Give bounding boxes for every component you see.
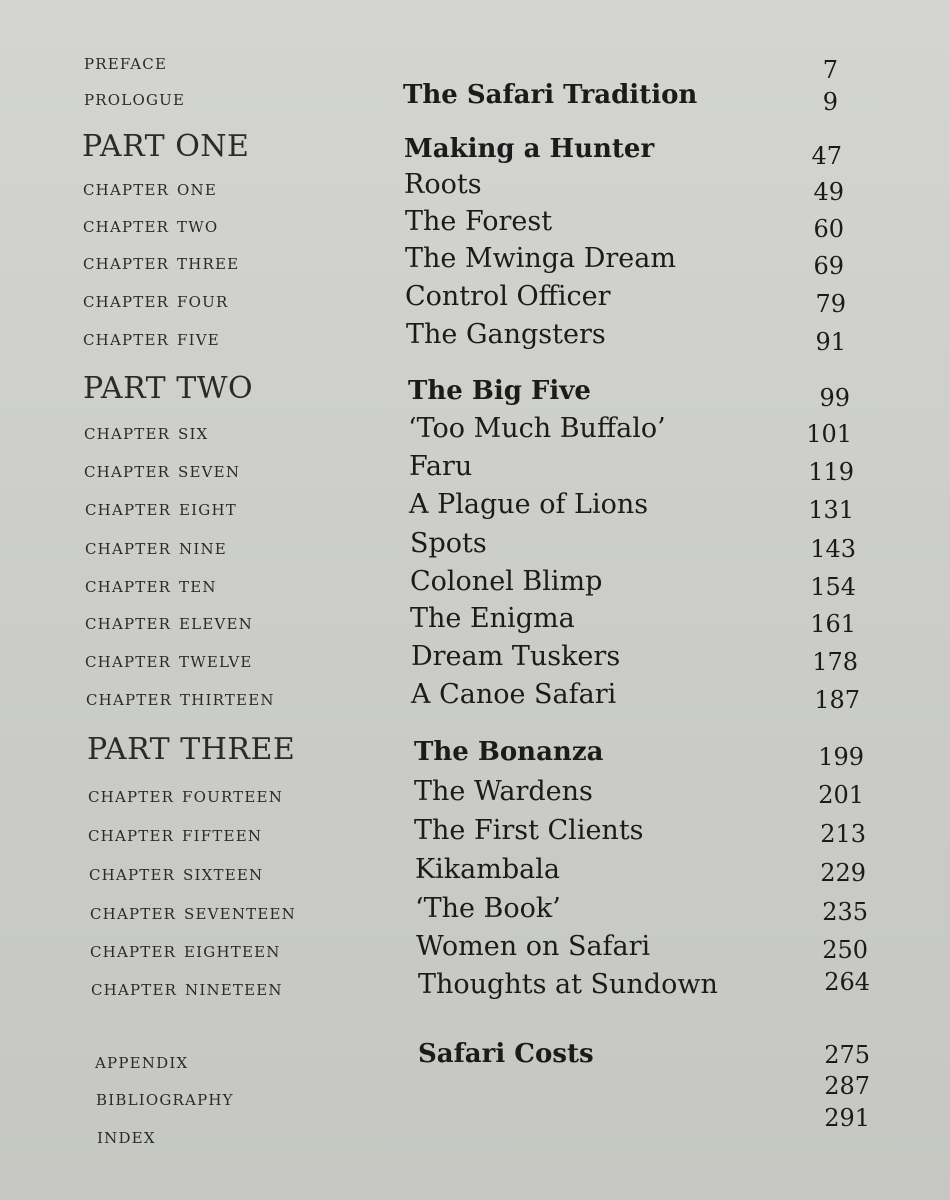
toc-entry-appendix (0, 1025, 950, 1073)
entry-page-number: 187 (814, 686, 860, 714)
entry-label: chapter sixteen (89, 861, 264, 885)
entry-page-number: 119 (808, 458, 854, 486)
entry-page-number: 9 (822, 88, 838, 116)
entry-label: bibliography (96, 1086, 234, 1110)
entry-page-number: 79 (815, 290, 846, 318)
entry-page-number: 250 (822, 936, 868, 964)
entry-page-number: 101 (806, 420, 852, 448)
entry-page-number: 99 (819, 384, 850, 412)
entry-title: The Forest (405, 206, 553, 237)
entry-label: chapter six (84, 420, 209, 444)
toc-entry-chapter-fourteen (0, 771, 950, 807)
entry-page-number: 49 (813, 178, 844, 206)
entry-page-number: 213 (820, 820, 866, 848)
entry-title: The Enigma (410, 603, 575, 634)
entry-title: Kikambala (415, 854, 560, 885)
entry-page-number: 264 (824, 968, 870, 996)
entry-title: Control Officer (405, 281, 611, 312)
entry-title: Faru (409, 451, 473, 482)
toc-entry-part-three (0, 731, 950, 771)
toc-entry-chapter-thirteen (0, 674, 950, 714)
entry-title: ‘Too Much Buffalo’ (408, 413, 666, 444)
entry-label: chapter fifteen (88, 822, 263, 846)
entry-label: prologue (84, 86, 186, 110)
toc-entry-chapter-three (0, 238, 950, 280)
entry-page-number: 229 (820, 859, 866, 887)
entry-page-number: 235 (822, 898, 868, 926)
part-title: Making a Hunter (404, 134, 655, 164)
entry-title: ‘The Book’ (415, 893, 561, 924)
entry-title: A Canoe Safari (411, 679, 617, 710)
entry-page-number: 69 (813, 252, 844, 280)
toc-entry-chapter-eighteen (0, 926, 950, 962)
entry-title: Dream Tuskers (411, 641, 621, 672)
entry-page-number: 143 (810, 535, 856, 563)
toc-entry-index (0, 1100, 950, 1148)
part-label: PART THREE (87, 732, 296, 767)
entry-page-number: 201 (818, 781, 864, 809)
entry-page-number: 291 (824, 1104, 870, 1132)
entry-label: chapter fourteen (88, 783, 284, 807)
toc-entry-chapter-seven (0, 446, 950, 486)
entry-title: Roots (404, 169, 482, 200)
entry-label: chapter seventeen (90, 900, 296, 924)
toc-entry-preface (0, 38, 950, 84)
entry-label: chapter seven (84, 458, 241, 482)
entry-label: appendix (95, 1049, 189, 1073)
entry-label: preface (84, 50, 168, 74)
toc-entry-chapter-nineteen (0, 964, 950, 1000)
entry-page-number: 287 (824, 1072, 870, 1100)
toc-entry-chapter-seventeen (0, 888, 950, 924)
toc-entry-chapter-five (0, 314, 950, 356)
entry-label: chapter thirteen (86, 686, 275, 710)
entry-page-number: 91 (815, 328, 846, 356)
entry-label: chapter nineteen (91, 976, 283, 1000)
part-title: The Bonanza (414, 737, 604, 767)
entry-title: Spots (410, 528, 487, 559)
entry-label: chapter eighteen (90, 938, 281, 962)
entry-page-number: 154 (810, 573, 856, 601)
entry-title: The Mwinga Dream (405, 243, 676, 274)
entry-title: Colonel Blimp (410, 566, 603, 597)
entry-label: chapter three (83, 250, 240, 274)
toc-entry-chapter-two (0, 201, 950, 243)
part-label: PART ONE (82, 129, 250, 164)
entry-title: The Wardens (414, 776, 593, 807)
toc-entry-chapter-six (0, 408, 950, 448)
entry-title: A Plague of Lions (409, 489, 649, 520)
entry-title: Safari Costs (418, 1039, 594, 1069)
entry-page-number: 199 (818, 743, 864, 771)
entry-label: chapter one (83, 176, 217, 200)
entry-title: Thoughts at Sundown (418, 969, 718, 1000)
entry-page-number: 131 (808, 496, 854, 524)
entry-page-number: 161 (810, 610, 856, 638)
toc-entry-part-two (0, 370, 950, 412)
toc-entry-chapter-twelve (0, 636, 950, 676)
toc-entry-chapter-nine (0, 523, 950, 563)
toc-entry-chapter-eight (0, 484, 950, 524)
entry-label: chapter five (83, 326, 220, 350)
entry-page-number: 275 (824, 1041, 870, 1069)
entry-label: chapter eight (85, 496, 237, 520)
entry-title: The Gangsters (406, 319, 606, 350)
toc-entry-chapter-ten (0, 561, 950, 601)
entry-label: chapter four (83, 288, 229, 312)
part-label: PART TWO (83, 371, 254, 406)
toc-entry-chapter-one (0, 164, 950, 206)
entry-page-number: 178 (812, 648, 858, 676)
entry-label: chapter nine (85, 535, 227, 559)
toc-entry-bibliography (0, 1062, 950, 1110)
entry-page-number: 60 (813, 215, 844, 243)
entry-label: chapter twelve (85, 648, 253, 672)
entry-label: chapter ten (85, 573, 217, 597)
toc-entry-chapter-four (0, 276, 950, 318)
toc-entry-prologue (0, 74, 950, 116)
entry-title: The First Clients (414, 815, 644, 846)
toc-entry-part-one (0, 128, 950, 170)
toc-entry-chapter-fifteen (0, 810, 950, 846)
toc-entry-chapter-eleven (0, 598, 950, 638)
toc-entry-chapter-sixteen (0, 849, 950, 885)
entry-page-number: 47 (811, 142, 842, 170)
entry-page-number: 7 (822, 56, 838, 84)
entry-label: chapter two (83, 213, 219, 237)
entry-title: Women on Safari (416, 931, 651, 962)
entry-label: index (97, 1124, 156, 1148)
entry-label: chapter eleven (85, 610, 253, 634)
entry-title: The Safari Tradition (403, 80, 698, 110)
part-title: The Big Five (408, 376, 591, 406)
